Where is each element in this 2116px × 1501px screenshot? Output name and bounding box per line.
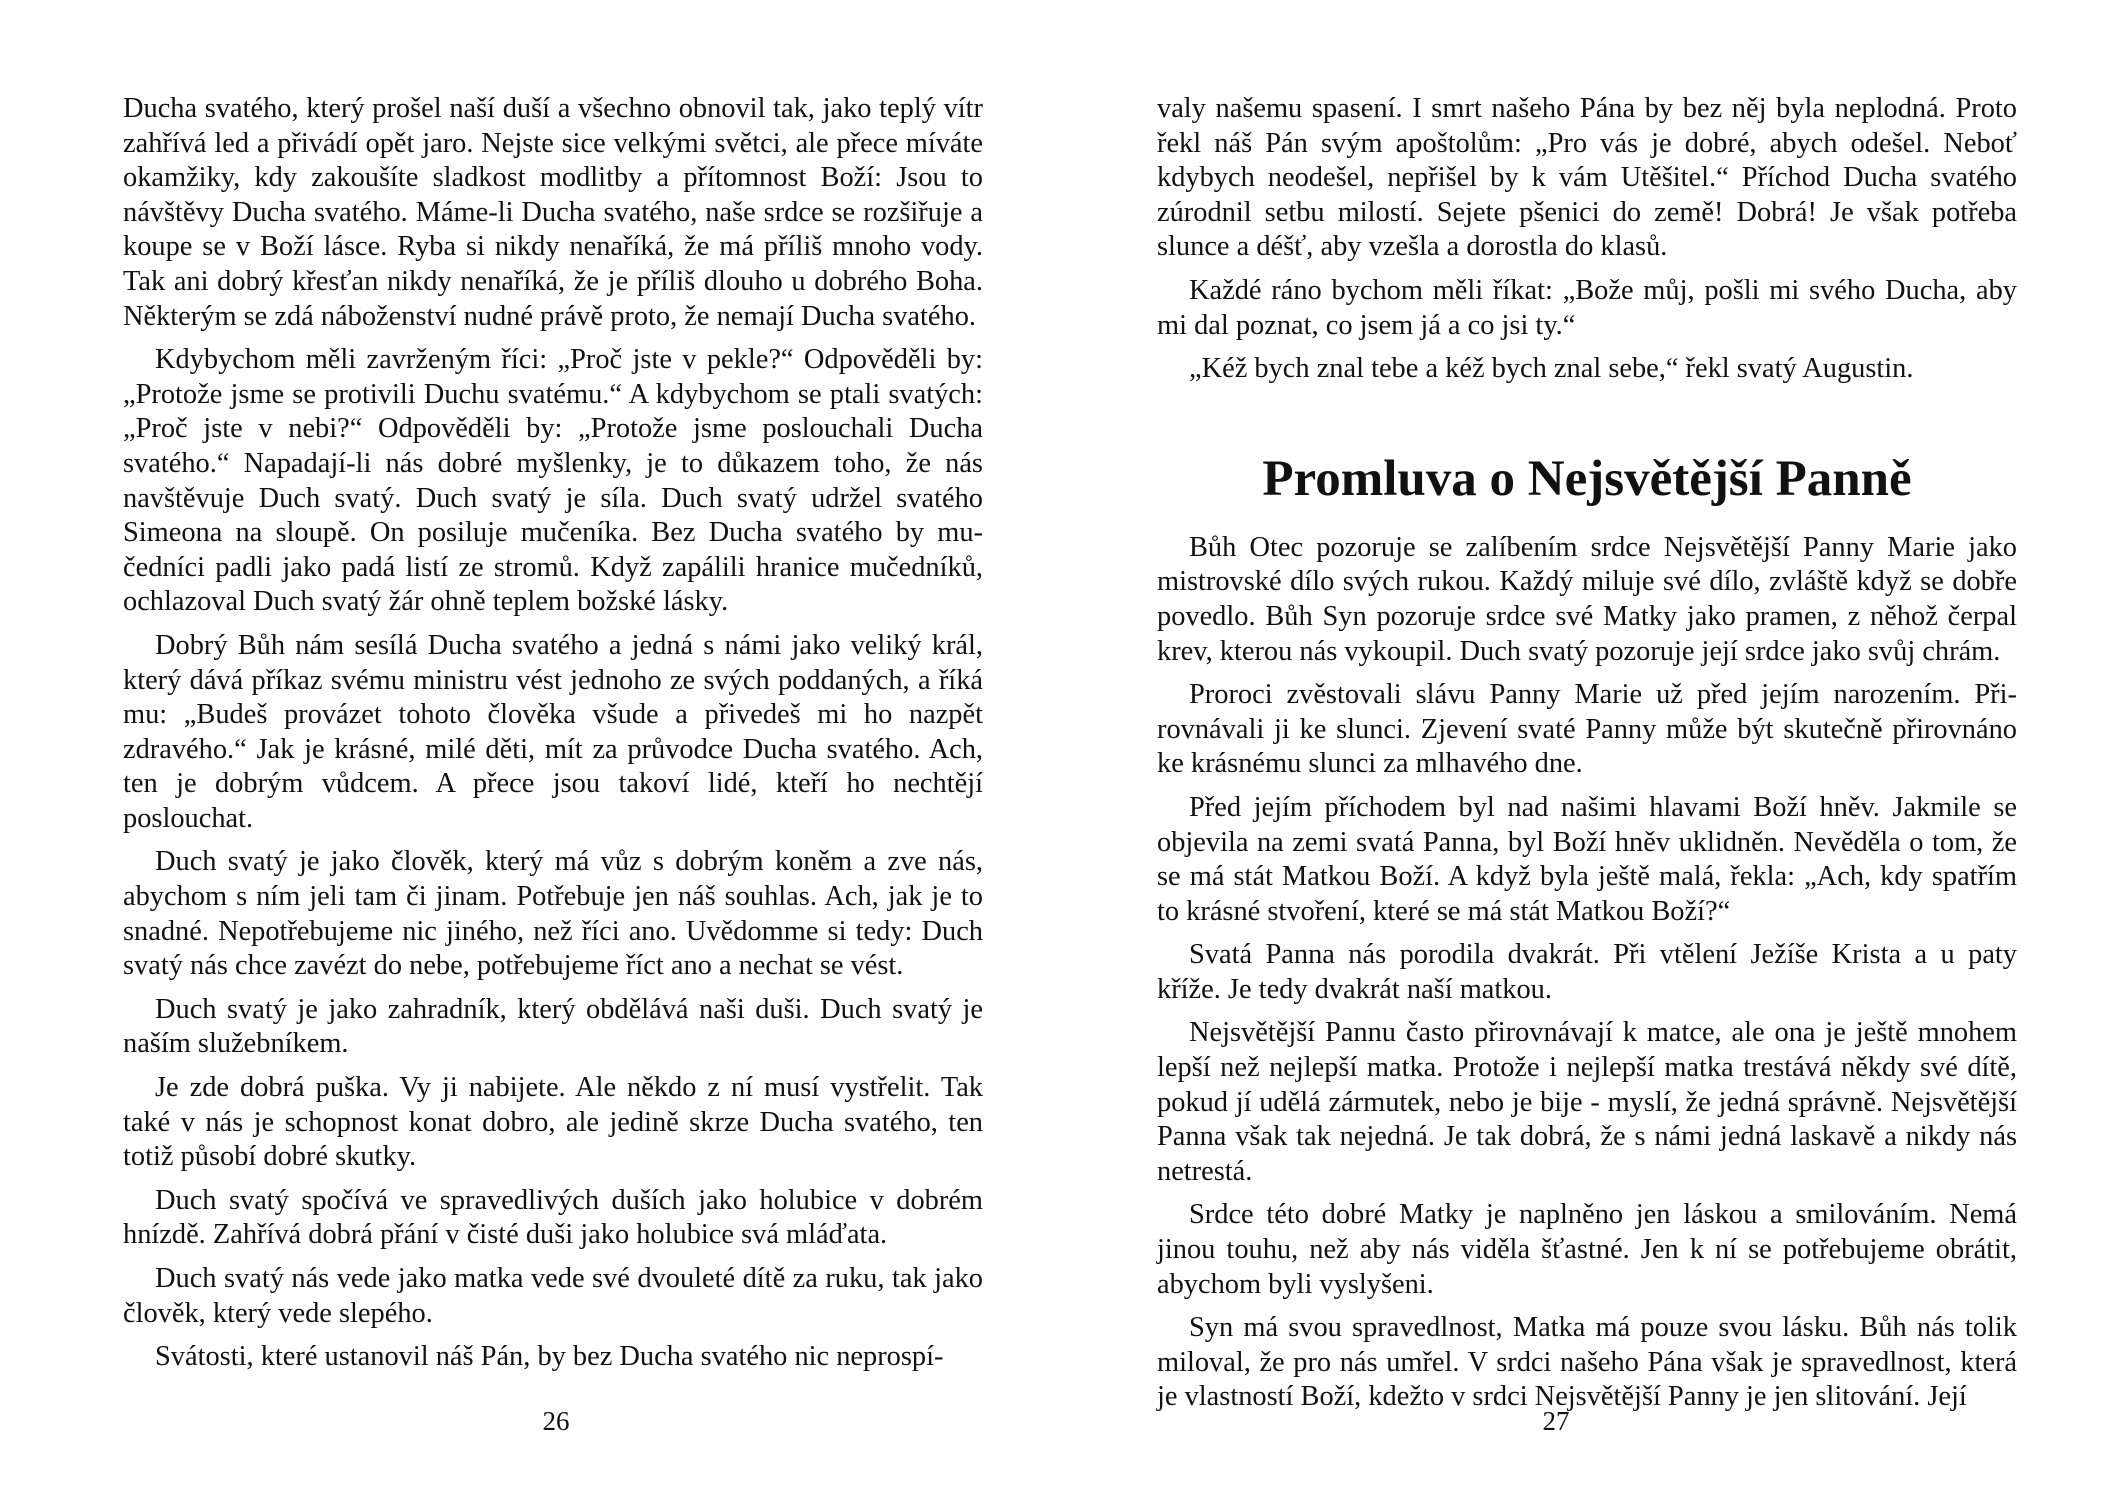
paragraph: valy našemu spasení. I smrt našeho Pána by bez něj byla neplodná. Proto řekl náš Pán svým apoštolům: „Pro vás je dobré, abych odešel. Neboť kdybych neodešel, nepřišel by k vám Utěšitel.“ Příchod Ducha svatého zúrodnil setbu milostí. Sejete pšenici do země! Dobrá! Je však potřeba slunce a déšť, aby vzešla a dorostla do klasů. (1157, 93, 2017, 263)
paragraph: Každé ráno bychom měli říkat: „Bože můj, pošli mi svého Ducha, aby mi dal poznat, co jsem já a co jsi ty.“ (1157, 274, 2017, 341)
page-number: 26 (542, 1406, 570, 1436)
paragraph: Před jejím příchodem byl nad našimi hlavami Boží hněv. Jakmile se objevila na zemi svatá Panna, byl Boží hněv uklidněn. Nevěděla o tom, že se má stát Matkou Boží. A když byla ještě malá, řekla: „Ach, kdy spatřím to krásné stvoření, které se má stát Matkou Boží?“ (1157, 791, 2017, 927)
paragraph: Duch svatý je jako zahradník, který obdělává naši duši. Duch svatý je naším služebníkem. (123, 993, 983, 1060)
paragraph: Bůh Otec pozoruje se zalíbením srdce Nejsvětější Panny Marie jako mistrovské dílo svých rukou. Každý miluje své dílo, zvláště když se dobře povedlo. Bůh Syn pozoruje srdce své Matky jako pramen, z něhož čerpal krev, kterou nás vykoupil. Duch svatý pozoruje její srdce jako svůj chrám. (1157, 531, 2017, 667)
paragraph: Nejsvětější Pannu často přirovnávají k matce, ale ona je ještě mnohem lepší než nejlepší matka. Protože i nejlepší matka trestává někdy své dítě, pokud jí udělá zármutek, nebo je bije - myslí, že jedná správně. Nejsvětější Panna však tak nejedná. Je tak dobrá, že s námi jedná laskavě a nikdy nás netrestá. (1157, 1017, 2017, 1187)
right-page-text (1157, 92, 2017, 1424)
chapter-title: Promluva o Nejsvětější Panně (1262, 450, 1912, 507)
paragraph: Kdybychom měli zavrženým říci: „Proč jste v pekle?“ Odpověděli by: „Protože jsme se protivili Duchu svatému.“ A kdybychom se ptali svatých: „Proč jste v nebi?“ Odpověděli by: „Protože jsme poslouchali Ducha svatého.“ Napadají-li nás dobré myšlenky, je to důkazem toho, že nás navštěvuje Duch svatý. Duch svatý je síla. Duch svatý udržel svatého Simeona na sloupě. On posiluje mučeníka. Bez Ducha svatého by mučedníci padli jako padá listí ze stromů. Když zapálili hranice mučedníků, ochlazoval Duch svatý žár ohně teplem božské lásky. (123, 344, 983, 618)
paragraph: Svatá Panna nás porodila dvakrát. Při vtělení Ježíše Krista a u paty kříže. Je tedy dvakrát naší matkou. (1157, 939, 2017, 1005)
page-number: 27 (1542, 1406, 1570, 1436)
left-page-text (123, 92, 983, 1384)
paragraph: Srdce této dobré Matky je naplněno jen láskou a smilováním. Nemá jinou touhu, než aby nás viděla šťastné. Jen k ní se potřebujeme obrátit, abychom byli vyslyšeni. (1157, 1199, 2017, 1300)
right-page (1058, 0, 2116, 1501)
paragraph: Ducha svatého, který prošel naší duší a všechno obnovil tak, jako teplý vítr zahřívá led a přivádí opět jaro. Nejste sice velkými světci, ale přece míváte okamžiky, kdy zakoušíte sladkost modlitby a přítomnost Boží: Jsou to návštěvy Ducha svatého. Máme-li Ducha svatého, naše srdce se rozšiřuje a koupe se v Boží lásce. Ryba si nikdy nenaříká, že má příliš mnoho vody. Tak ani dobrý křesťan nikdy nenaříká, že je příliš dlouho u dobrého Boha. Některým se zdá náboženství nudné právě proto, že nemají Ducha svatého. (123, 93, 983, 332)
paragraph: Je zde dobrá puška. Vy ji nabijete. Ale někdo z ní musí vystřelit. Tak také v nás je schopnost konat dobro, ale jedině skrze Ducha svatého, ten totiž působí dobré skutky. (123, 1072, 983, 1173)
paragraph: Proroci zvěstovali slávu Panny Marie už před jejím narozením. Přirovnávali ji ke slunci. Zjevení svaté Panny může být skutečně přirovnáno ke krásnému slunci za mlhavého dne. (1157, 679, 2017, 780)
paragraph: Syn má svou spravedlnost, Matka má pouze svou lásku. Bůh nás tolik miloval, že pro nás umřel. V srdci našeho Pána však je spravedlnost, která je vlastností Boží, kdežto v srdci Nejsvětější Panny je jen slitování. Její (1157, 1312, 2017, 1413)
paragraph: Duch svatý nás vede jako matka vede své dvouleté dítě za ruku, tak jako člověk, který vede slepého. (123, 1263, 983, 1329)
paragraph: Duch svatý je jako člověk, který má vůz s dobrým koněm a zve nás, abychom s ním jeli tam či jinam. Potřebuje jen náš souhlas. Ach, jak je to snadné. Nepotřebujeme nic jiného, než říci ano. Uvědomme si tedy: Duch svatý nás chce zavézt do nebe, potřebujeme říct ano a nechat se vést. (123, 846, 983, 982)
paragraph: Dobrý Bůh nám sesílá Ducha svatého a jedná s námi jako veliký král, který dává příkaz svému ministru vést jednoho ze svých poddaných, a říká mu: „Budeš provázet tohoto člověka všude a přivedeš mi ho nazpět zdravého.“ Jak je krásné, milé děti, mít za průvodce Ducha svatého. Ach, ten je dobrým vůdcem. A přece jsou takoví lidé, kteří ho nechtějí poslouchat. (123, 629, 983, 834)
paragraph: „Kéž bych znal tebe a kéž bych znal sebe,“ řekl svatý Augustin. (1189, 353, 1914, 385)
paragraph: Svátosti, které ustanovil náš Pán, by bez Ducha svatého nic neprospí- (155, 1341, 944, 1373)
paragraph: Duch svatý spočívá ve spravedlivých duších jako holubice v dobrém hnízdě. Zahřívá dobrá přání v čisté duši jako holubice svá mláďata. (123, 1184, 983, 1251)
